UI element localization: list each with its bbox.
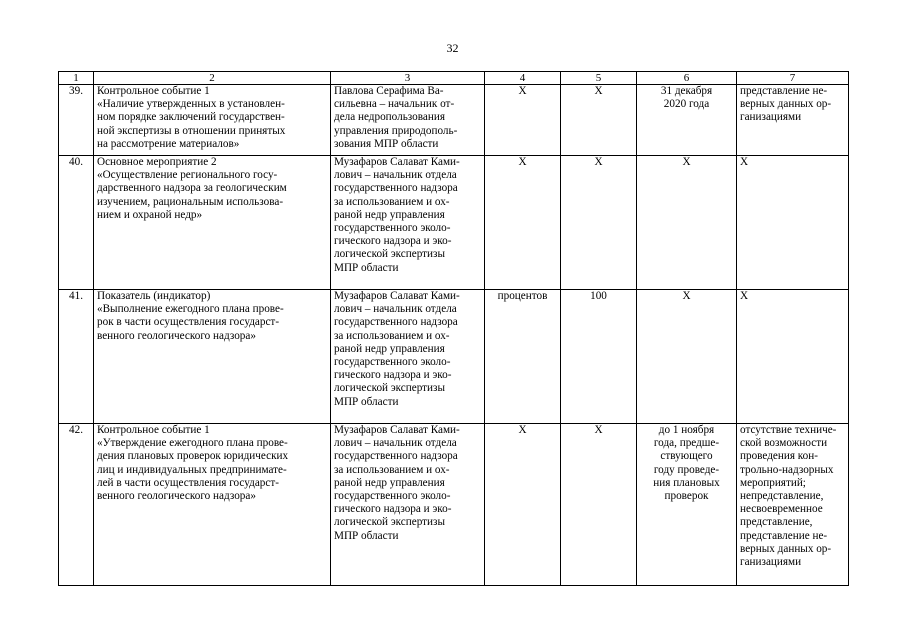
cell-line: сильевна – начальник от- — [334, 98, 455, 111]
row-number: 40. — [59, 156, 94, 290]
table-cell — [561, 290, 637, 424]
cell-line: отсутствие техниче- — [740, 424, 837, 436]
cell-line: рок в части осуществления государст- — [97, 316, 280, 329]
table-cell — [485, 85, 561, 156]
cell-line: процентов — [497, 290, 548, 302]
cell-line: государственного эколо- — [334, 356, 451, 369]
table-cell — [94, 424, 331, 586]
table-cell — [485, 424, 561, 586]
table-cell — [331, 424, 485, 586]
cell-line: лиц и индивидуальных предпринимате- — [97, 463, 287, 476]
row-number: 41. — [59, 290, 94, 424]
cell-line: Х — [682, 290, 691, 302]
cell-line: «Утверждение ежегодного плана прове- — [97, 437, 288, 450]
cell-line: Музафаров Салават Ками- — [334, 156, 460, 168]
cell-line: ской возможности — [740, 437, 828, 450]
table-header-row — [59, 72, 849, 85]
cell-line: МПР области — [334, 395, 399, 408]
cell-line: Х — [594, 156, 603, 168]
table-cell — [561, 424, 637, 586]
cell-line: ствующего — [660, 450, 713, 463]
cell-line: ния плановых — [653, 476, 720, 489]
cell-line: 100 — [590, 290, 607, 302]
cell-line: лович – начальник отдела — [334, 169, 457, 182]
cell-line: представление не- — [740, 85, 828, 97]
cell-line: 2020 года — [663, 98, 710, 111]
table-cell — [737, 156, 849, 290]
cell-line: МПР области — [334, 529, 399, 542]
cell-line: верных данных ор- — [740, 542, 832, 555]
cell-line: гического надзора и эко- — [334, 235, 452, 248]
table-cell — [331, 290, 485, 424]
table-cell — [94, 156, 331, 290]
cell-line: управления природополь- — [334, 124, 458, 137]
cell-line: Х — [682, 156, 691, 168]
cell-line: Павлова Серафима Ва- — [334, 85, 444, 97]
cell-line: Музафаров Салават Ками- — [334, 424, 460, 436]
cell-line: государственного эколо- — [334, 222, 451, 235]
cell-line: Основное мероприятие 2 — [97, 156, 217, 168]
cell-line: дела недропользования — [334, 111, 445, 124]
cell-line: непредставление, — [740, 490, 824, 503]
cell-line: «Наличие утвержденных в установлен- — [97, 98, 285, 111]
table-cell — [737, 424, 849, 586]
page-number: 32 — [446, 41, 459, 55]
table-row — [59, 156, 849, 290]
cell-line: логической экспертизы — [334, 248, 445, 261]
cell-line: Х — [740, 156, 749, 168]
cell-line: года, предше- — [653, 437, 720, 450]
table-cell — [485, 290, 561, 424]
header-cell: 3 — [331, 72, 485, 85]
cell-line: логической экспертизы — [334, 382, 445, 395]
cell-line: Показатель (индикатор) — [97, 290, 211, 302]
cell-line: мероприятий; — [740, 476, 806, 489]
cell-line: до 1 ноября — [658, 424, 715, 436]
cell-line: зования МПР области — [334, 137, 439, 150]
cell-line: изучением, рациональным использова- — [97, 195, 284, 208]
row-number: 42. — [59, 424, 94, 586]
cell-line: представление, — [740, 516, 813, 529]
cell-line: «Выполнение ежегодного плана прове- — [97, 303, 284, 316]
cell-line: за использованием и ох- — [334, 463, 450, 476]
header-cell: 5 — [561, 72, 637, 85]
cell-line: государственного эколо- — [334, 490, 451, 503]
cell-line: лович – начальник отдела — [334, 437, 457, 450]
cell-line: «Осуществление регионального госу- — [97, 169, 278, 182]
cell-line: государственного надзора — [334, 450, 458, 463]
cell-line: раной недр управления — [334, 476, 445, 489]
header-cell: 6 — [637, 72, 737, 85]
cell-line: логической экспертизы — [334, 516, 445, 529]
cell-line: трольно-надзорных — [740, 463, 834, 476]
table-row — [59, 290, 849, 424]
cell-line: лей в части осуществления государст- — [97, 476, 279, 489]
cell-line: ном порядке заключений государствен- — [97, 111, 285, 124]
header-cell: 2 — [94, 72, 331, 85]
cell-line: за использованием и ох- — [334, 195, 450, 208]
cell-line: 31 декабря — [660, 85, 713, 97]
table-cell — [331, 156, 485, 290]
cell-line: лович – начальник отдела — [334, 303, 457, 316]
cell-line: венного геологического надзора» — [97, 490, 256, 503]
table-row — [59, 85, 849, 156]
table-cell — [485, 156, 561, 290]
header-cell: 4 — [485, 72, 561, 85]
cell-line: Музафаров Салават Ками- — [334, 290, 460, 302]
table-cell — [331, 85, 485, 156]
cell-line: раной недр управления — [334, 342, 445, 355]
cell-line: Х — [594, 85, 603, 97]
cell-line: несвоевременное — [740, 503, 823, 516]
cell-line: дения плановых проверок юридических — [97, 450, 289, 463]
cell-line: венного геологического надзора» — [97, 329, 256, 342]
cell-line: нием и охраной недр» — [97, 208, 203, 221]
table-cell — [637, 85, 737, 156]
table-cell — [94, 85, 331, 156]
plan-table — [58, 71, 849, 586]
table-cell — [561, 85, 637, 156]
table-row — [59, 424, 849, 586]
cell-line: государственного надзора — [334, 182, 458, 195]
cell-line: Контрольное событие 1 — [97, 85, 210, 97]
cell-line: Х — [740, 290, 749, 302]
table-cell — [637, 156, 737, 290]
header-cell: 1 — [59, 72, 94, 85]
cell-line: гического надзора и эко- — [334, 503, 452, 516]
table-cell — [94, 290, 331, 424]
cell-line: представление не- — [740, 529, 828, 542]
cell-line: ной экспертизы в отношении принятых — [97, 124, 286, 137]
table-cell — [737, 85, 849, 156]
cell-line: ганизациями — [740, 111, 802, 124]
row-number: 39. — [59, 85, 94, 156]
table-cell — [561, 156, 637, 290]
cell-line: государственного надзора — [334, 316, 458, 329]
table-body — [59, 85, 849, 586]
table-cell — [737, 290, 849, 424]
cell-line: за использованием и ох- — [334, 329, 450, 342]
cell-line: верных данных ор- — [740, 98, 832, 111]
cell-line: Контрольное событие 1 — [97, 424, 210, 436]
cell-line: МПР области — [334, 261, 399, 274]
cell-line: Х — [518, 424, 527, 436]
cell-line: Х — [518, 85, 527, 97]
table-cell — [637, 290, 737, 424]
cell-line: Х — [518, 156, 527, 168]
cell-line: дарственного надзора за геологическим — [97, 182, 287, 195]
cell-line: проведения кон- — [740, 450, 818, 463]
cell-line: проверок — [664, 490, 709, 503]
cell-line: ганизациями — [740, 556, 802, 569]
cell-line: Х — [594, 424, 603, 436]
cell-line: раной недр управления — [334, 208, 445, 221]
table-cell — [637, 424, 737, 586]
cell-line: гического надзора и эко- — [334, 369, 452, 382]
cell-line: на рассмотрение материалов» — [97, 137, 240, 150]
cell-line: году проведе- — [653, 463, 720, 476]
header-cell: 7 — [737, 72, 849, 85]
